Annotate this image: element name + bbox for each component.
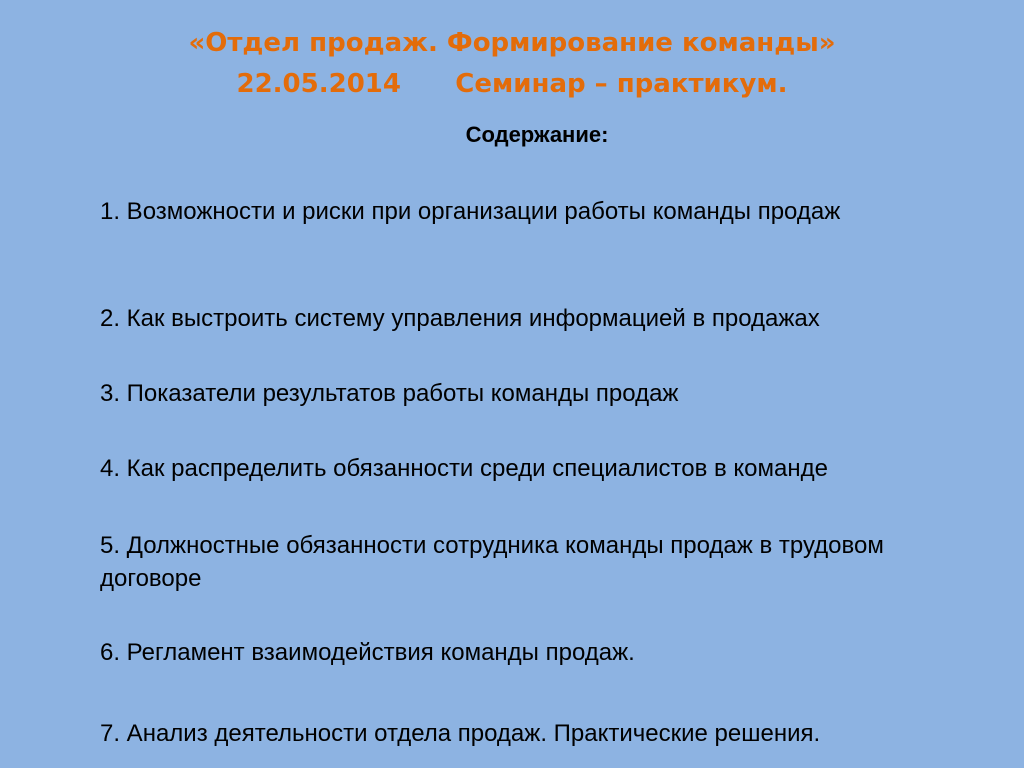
contents-heading: Содержание: <box>465 122 609 147</box>
slide-title: «Отдел продаж. Формирование команды» <box>188 28 836 58</box>
contents-item: 6. Регламент взаимодействия команды продаж. <box>100 639 635 666</box>
contents-item: 2. Как выстроить систему управления информацией в продажах <box>100 305 820 332</box>
contents-item: 3. Показатели результатов работы команды продаж <box>100 380 679 407</box>
contents-item: 7. Анализ деятельности отдела продаж. Практические решения. <box>100 720 821 747</box>
contents-item: 4. Как распределить обязанности среди специалистов в команде <box>100 455 828 482</box>
contents-item: 5. Должностные обязанности сотрудника команды продаж в трудовом договоре <box>100 532 884 592</box>
slide-subtitle: 22.05.2014 Семинар – практикум. <box>236 69 788 99</box>
contents-item: 1. Возможности и риски при организации работы команды продаж <box>100 198 841 225</box>
